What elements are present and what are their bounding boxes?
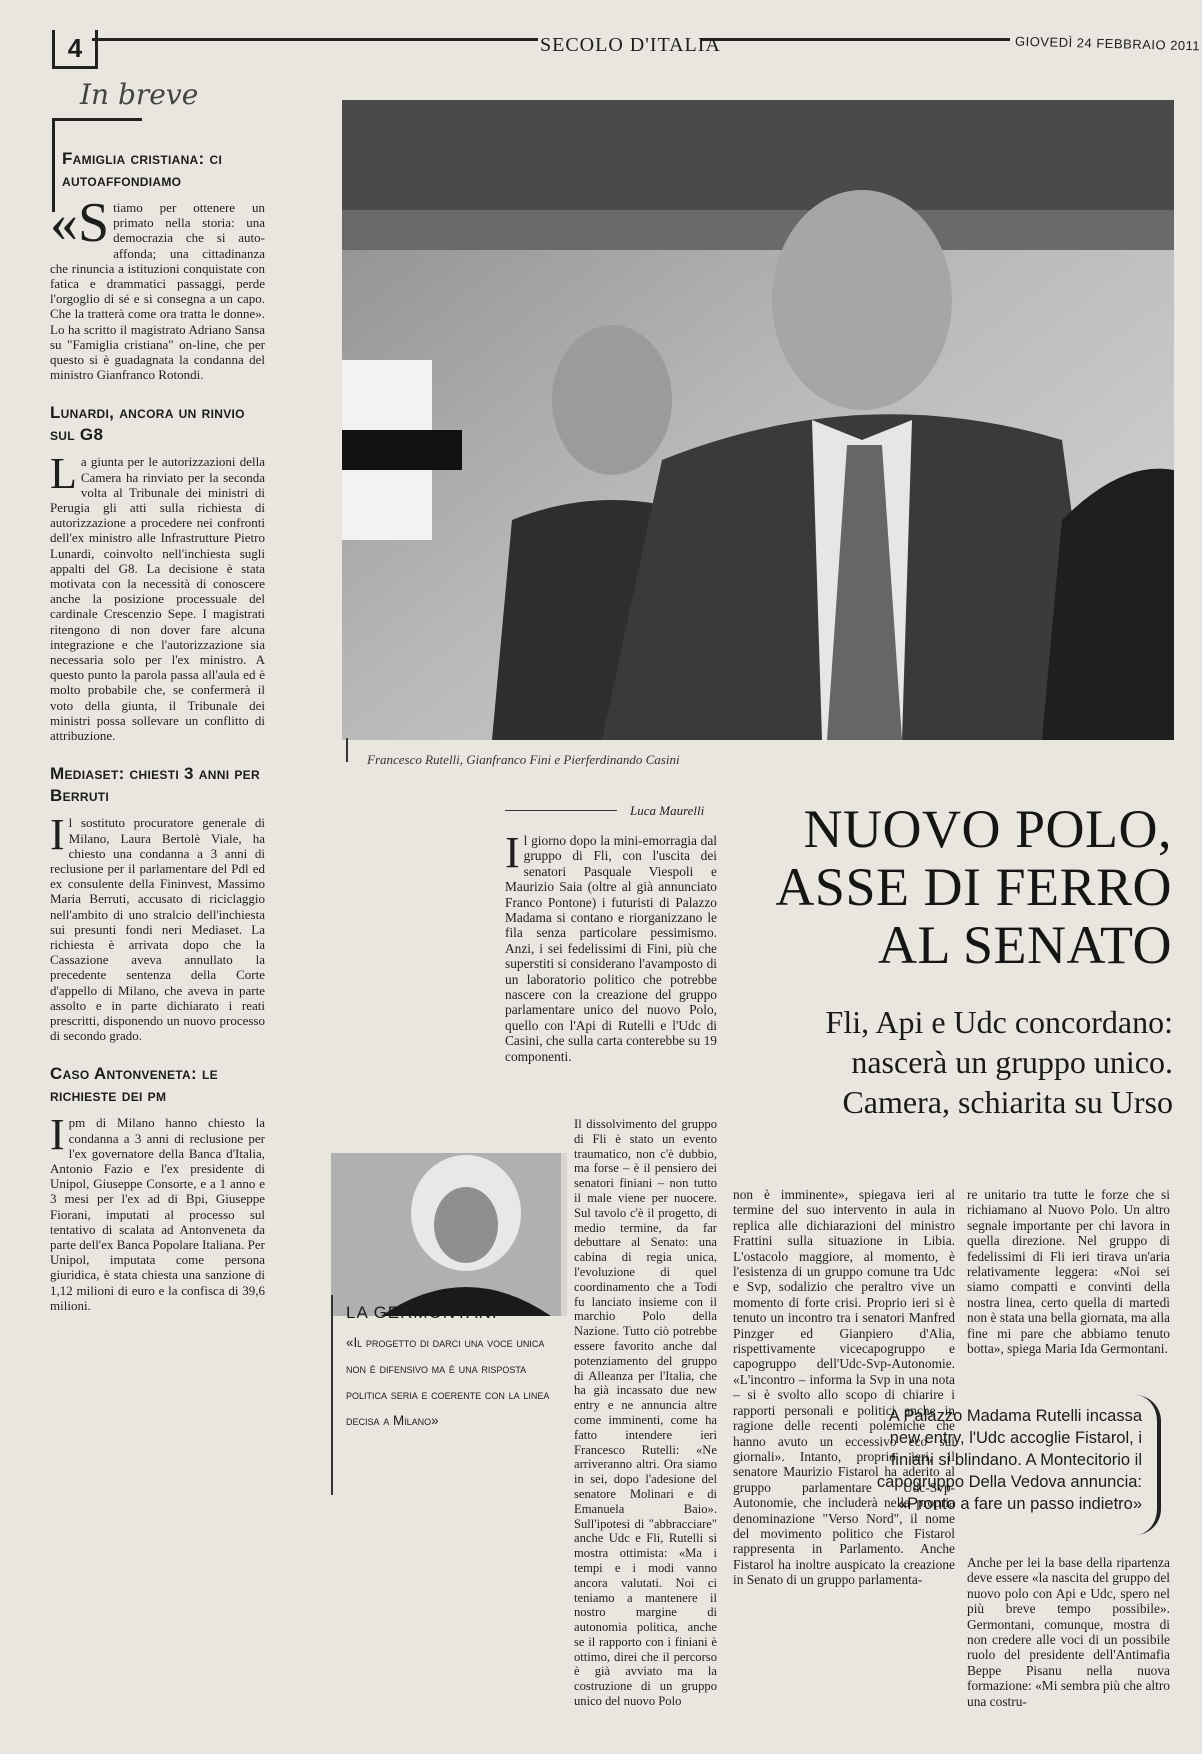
page-number: 4 bbox=[52, 30, 98, 69]
article-text: non è imminente», spiegava ieri al termine del suo intervento in aula in replica alle dichiarazioni del ministro Frattini sulla situazione in Libia. L'ostacolo maggiore, al momento, è l'esistenza di un gruppo comune tra Udc e Svp, sodalizio che peraltro vive un momento di forte crisi. Proprio ieri si è tenuto un incontro tra i senatori Manfred Pinzger ed Gianpiero d'Alia, rispettivamente vicecapogruppo e capogruppo dell'Udc-Svp-Autonomie. «L'incontro – informa la Svp in una nota – si è svolto allo scopo di chiarire i rapporti personali e politici anche in ragione delle recenti polemiche che hanno avuto un eccessivo eco sui giornali». Intanto, proprio ieri, il senatore Maurizio Fistarol ha aderito al gruppo parlamentare Udc-Svp-Autonomie, che includerà nella propria denominazione "Verso Nord", il nome del movimento politico che Fistarol rappresenta in Parlamento. Anche Fistarol ha inoltre auspicato la creazione in Senato di un gruppo parlamenta- bbox=[733, 1187, 955, 1588]
article-column-1 bbox=[505, 828, 717, 1064]
article-column-3 bbox=[967, 1187, 1170, 1356]
portrait-photo bbox=[331, 1153, 567, 1316]
box-rule bbox=[331, 1295, 333, 1495]
article-dropcap: I bbox=[505, 828, 520, 877]
brief-item bbox=[50, 763, 265, 1043]
caption-rule bbox=[346, 738, 348, 762]
box-title: LA GERMONTANI bbox=[346, 1303, 498, 1322]
subheadline bbox=[735, 1002, 1173, 1122]
brief-item bbox=[50, 148, 265, 382]
issue-date: GIOVEDÌ 24 FEBBRAIO 2011 bbox=[1014, 33, 1201, 54]
brief-text: tiamo per ottenere un primato nella storia: una democrazia che si auto-affonda; una cittadinanza che rinuncia a istituzioni conquistate con fatica e drammatici passaggi, perde l'orgoglio di sé e si consegna a un capo. Che la tratterà come ora tratta le donne». Lo ha scritto il magistrato Adriano Sansa su "Famiglia cristiana" on-line, che per questo si è guadagnata la condanna del ministro Gianfranco Rotondi. bbox=[50, 200, 265, 383]
brief-dropcap: L bbox=[50, 449, 77, 499]
brief-text: a giunta per le autorizzazioni della Camera ha rinviato per la seconda volta al Tribunale dei ministri di Perugia gli atti sulla richiesta di autorizzazione a procedere nei confronti dell'ex ministro alle Infrastrutture Pietro Lunardi, coinvolto nell'inchiesta sugli appalti del G8. La decisione è stata motivata con la necessità di conoscere anche la posizione processuale del cardinale Crescenzio Sepe. I magistrati ritengono di non dover fare alcuna integrazione e che l'autorizzazione sia necessaria solo per l'ex ministro. A questo punto la parola passa all'aula ed è molto probabile che, se confermerà il voto della giunta, il Tribunale dei ministri possa sollevare un conflitto di attribuzione. bbox=[50, 454, 265, 744]
article-column-2 bbox=[733, 1187, 955, 1588]
brief-item bbox=[50, 1063, 265, 1313]
header-rule-right bbox=[700, 38, 1010, 41]
article-text: re unitario tra tutte le forze che si richiamano al Nuovo Polo. Un altro segnale importante per chi lavora in quella direzione. Nel gruppo di fedelissimi di Fli ieri tirava un'aria relativamente leggera: «Noi sei siamo compatti e convinti della nostra linea, certo quella di martedì non è stata una bella giornata, ma alla fine mi pare che abbiamo tenuto botta», spiega Maria Ida Germontani. bbox=[967, 1187, 1170, 1357]
subhead-line: Camera, schiarita su Urso bbox=[842, 1084, 1173, 1120]
brief-text: l sostituto procuratore generale di Milano, Laura Bertolè Viale, ha chiesto una condanna a 3 anni di reclusione per il parlamentare del Pdl ed ex consulente della Fininvest, Massimo Maria Berruti, accusato di riciclaggio nell'ambito di uno stralcio dell'inchiesta sui presunti fondi neri Mediaset. La richiesta è arrivata dopo che la Cassazione aveva annullato la precedente sentenza della Corte d'appello di Milano, che aveva in parte assolto e in parte dichiarato i reati prescritti, disponendo un nuovo processo di secondo grado. bbox=[50, 815, 265, 1044]
brief-title: Mediaset: chiesti 3 anni per Berruti bbox=[50, 764, 260, 806]
brief-bracket-top bbox=[52, 118, 142, 121]
subhead-line: Fli, Api e Udc concordano: bbox=[825, 1004, 1173, 1040]
briefs-column bbox=[50, 148, 265, 1313]
brief-text: pm di Milano hanno chiesto la condanna a 3 anni di reclusione per l'ex governatore della Banca d'Italia, Antonio Fazio e l'ex presidente di Unipol, Giuseppe Consorte, e a 1 anno e 3 mesi per l'ex ad di Bpi, Giuseppe Fiorani, imputati al processo sul tentativo di scalata ad Antonveneta da parte dell'ex Banca Popolare Italiana. Per Unipol, imputata come persona giuridica, è stata chiesta una sanzione di 1,12 milioni di euro e la confisca di 39,6 milioni. bbox=[50, 1115, 265, 1313]
brief-dropcap: I bbox=[50, 810, 65, 860]
byline-rule bbox=[505, 810, 617, 811]
article-photo bbox=[342, 100, 1174, 740]
article-text: l giorno dopo la mini-emorragia dal gruppo di Fli, con l'uscita dei senatori Pasquale Viespoli e Maurizio Saia (oltre al già annunciato Franco Pontone) i futuristi di Palazzo Madama si contano e riorganizzano le fila senza particolare pessimismo. Anzi, i sei fedelissimi di Fini, più che superstiti si considerano l'avamposto di un laboratorio politico che potrebbe nascere con la creazione del gruppo parlamentare unico del nuovo Polo, quello con l'Api di Rutelli e l'Udc di Casini, che sulla carta conterebbe su 19 componenti. bbox=[505, 833, 717, 1064]
headline-line: AL SENATO bbox=[877, 915, 1172, 975]
subhead-line: nascerà un gruppo unico. bbox=[851, 1044, 1173, 1080]
photo-caption: Francesco Rutelli, Gianfranco Fini e Pierferdinando Casini bbox=[367, 752, 680, 767]
pull-quote: A Palazzo Madama Rutelli incassa new entry, l'Udc accoglie Fistarol, i finiani si blindano. A Montecitorio il capogruppo Della Vedova annuncia: «Pronto a fare un passo indietro» bbox=[876, 1407, 1142, 1513]
box-quote: «Il progetto di darci una voce unica non è difensivo ma è una risposta politica seria e coerente con la linea decisa a Milano» bbox=[346, 1335, 550, 1428]
brief-item bbox=[50, 402, 265, 743]
byline: Luca Maurelli bbox=[630, 803, 705, 818]
brief-title: Famiglia cristiana: ci autoaffondiamo bbox=[62, 149, 223, 190]
article-column-3b bbox=[967, 1555, 1170, 1709]
brief-title: Caso Antonveneta: le richieste dei pm bbox=[50, 1064, 218, 1106]
headline bbox=[740, 800, 1172, 974]
headline-line: ASSE DI FERRO bbox=[775, 857, 1172, 917]
article-text: Il dissolvimento del gruppo di Fli è stato un evento traumatico, non c'è dubbio, ma forse – è il pensiero dei senatori finiani – non tutto il male viene per nuocere. Sul tavolo c'è il progetto, di medio termine, da far debuttare al Senato: una cabina di regia unica, l'evoluzione di quel coordinamento che a Todi fu lanciato insieme con il marchio Polo della Nazione. Tutto ciò potrebbe essere favorito anche dal potenziamento del gruppo di Alleanza per l'Italia, che ha già incassato due new entry e ne annuncia altre come imminenti, come ha fatto intendere ieri Francesco Rutelli: «Ne arriveranno altri. Ora siamo in sei, dopo l'adesione del senatore Molinari e di Emanuela Baio». Sull'ipotesi di "abbracciare" anche Udc e Fli, Rutelli si mostra ottimista: «Ma i tempi e i modi vanno ancora valutati. Noi ci teniamo a mantenere il nostro margine di autonomia politica, anche se il rapporto con i finiani è ottimo, direi che il percorso è già avviato ma la costruzione di un gruppo unico del nuovo Polo bbox=[574, 1117, 717, 1709]
headline-line: NUOVO POLO, bbox=[803, 799, 1172, 859]
section-label: In breve bbox=[80, 78, 199, 111]
article-text: Anche per lei la base della ripartenza deve essere «la nascita del gruppo del nuovo polo con Api e Udc, spero nel più breve tempo possibile». Germontani, comunque, mostra di non credere alle voci di un possibile ruolo del presidente dell'Antimafia Beppe Pisanu nella nuova formazione: «Mi sembra più che altro una costru- bbox=[967, 1555, 1170, 1709]
masthead: SECOLO D'ITALIA bbox=[540, 34, 721, 56]
brief-dropcap: «S bbox=[50, 192, 110, 254]
article-column-1b bbox=[574, 1117, 717, 1709]
brief-title: Lunardi, ancora un rinvio sul G8 bbox=[50, 403, 245, 445]
header-rule-left bbox=[92, 38, 538, 41]
brief-dropcap: I bbox=[50, 1110, 65, 1160]
